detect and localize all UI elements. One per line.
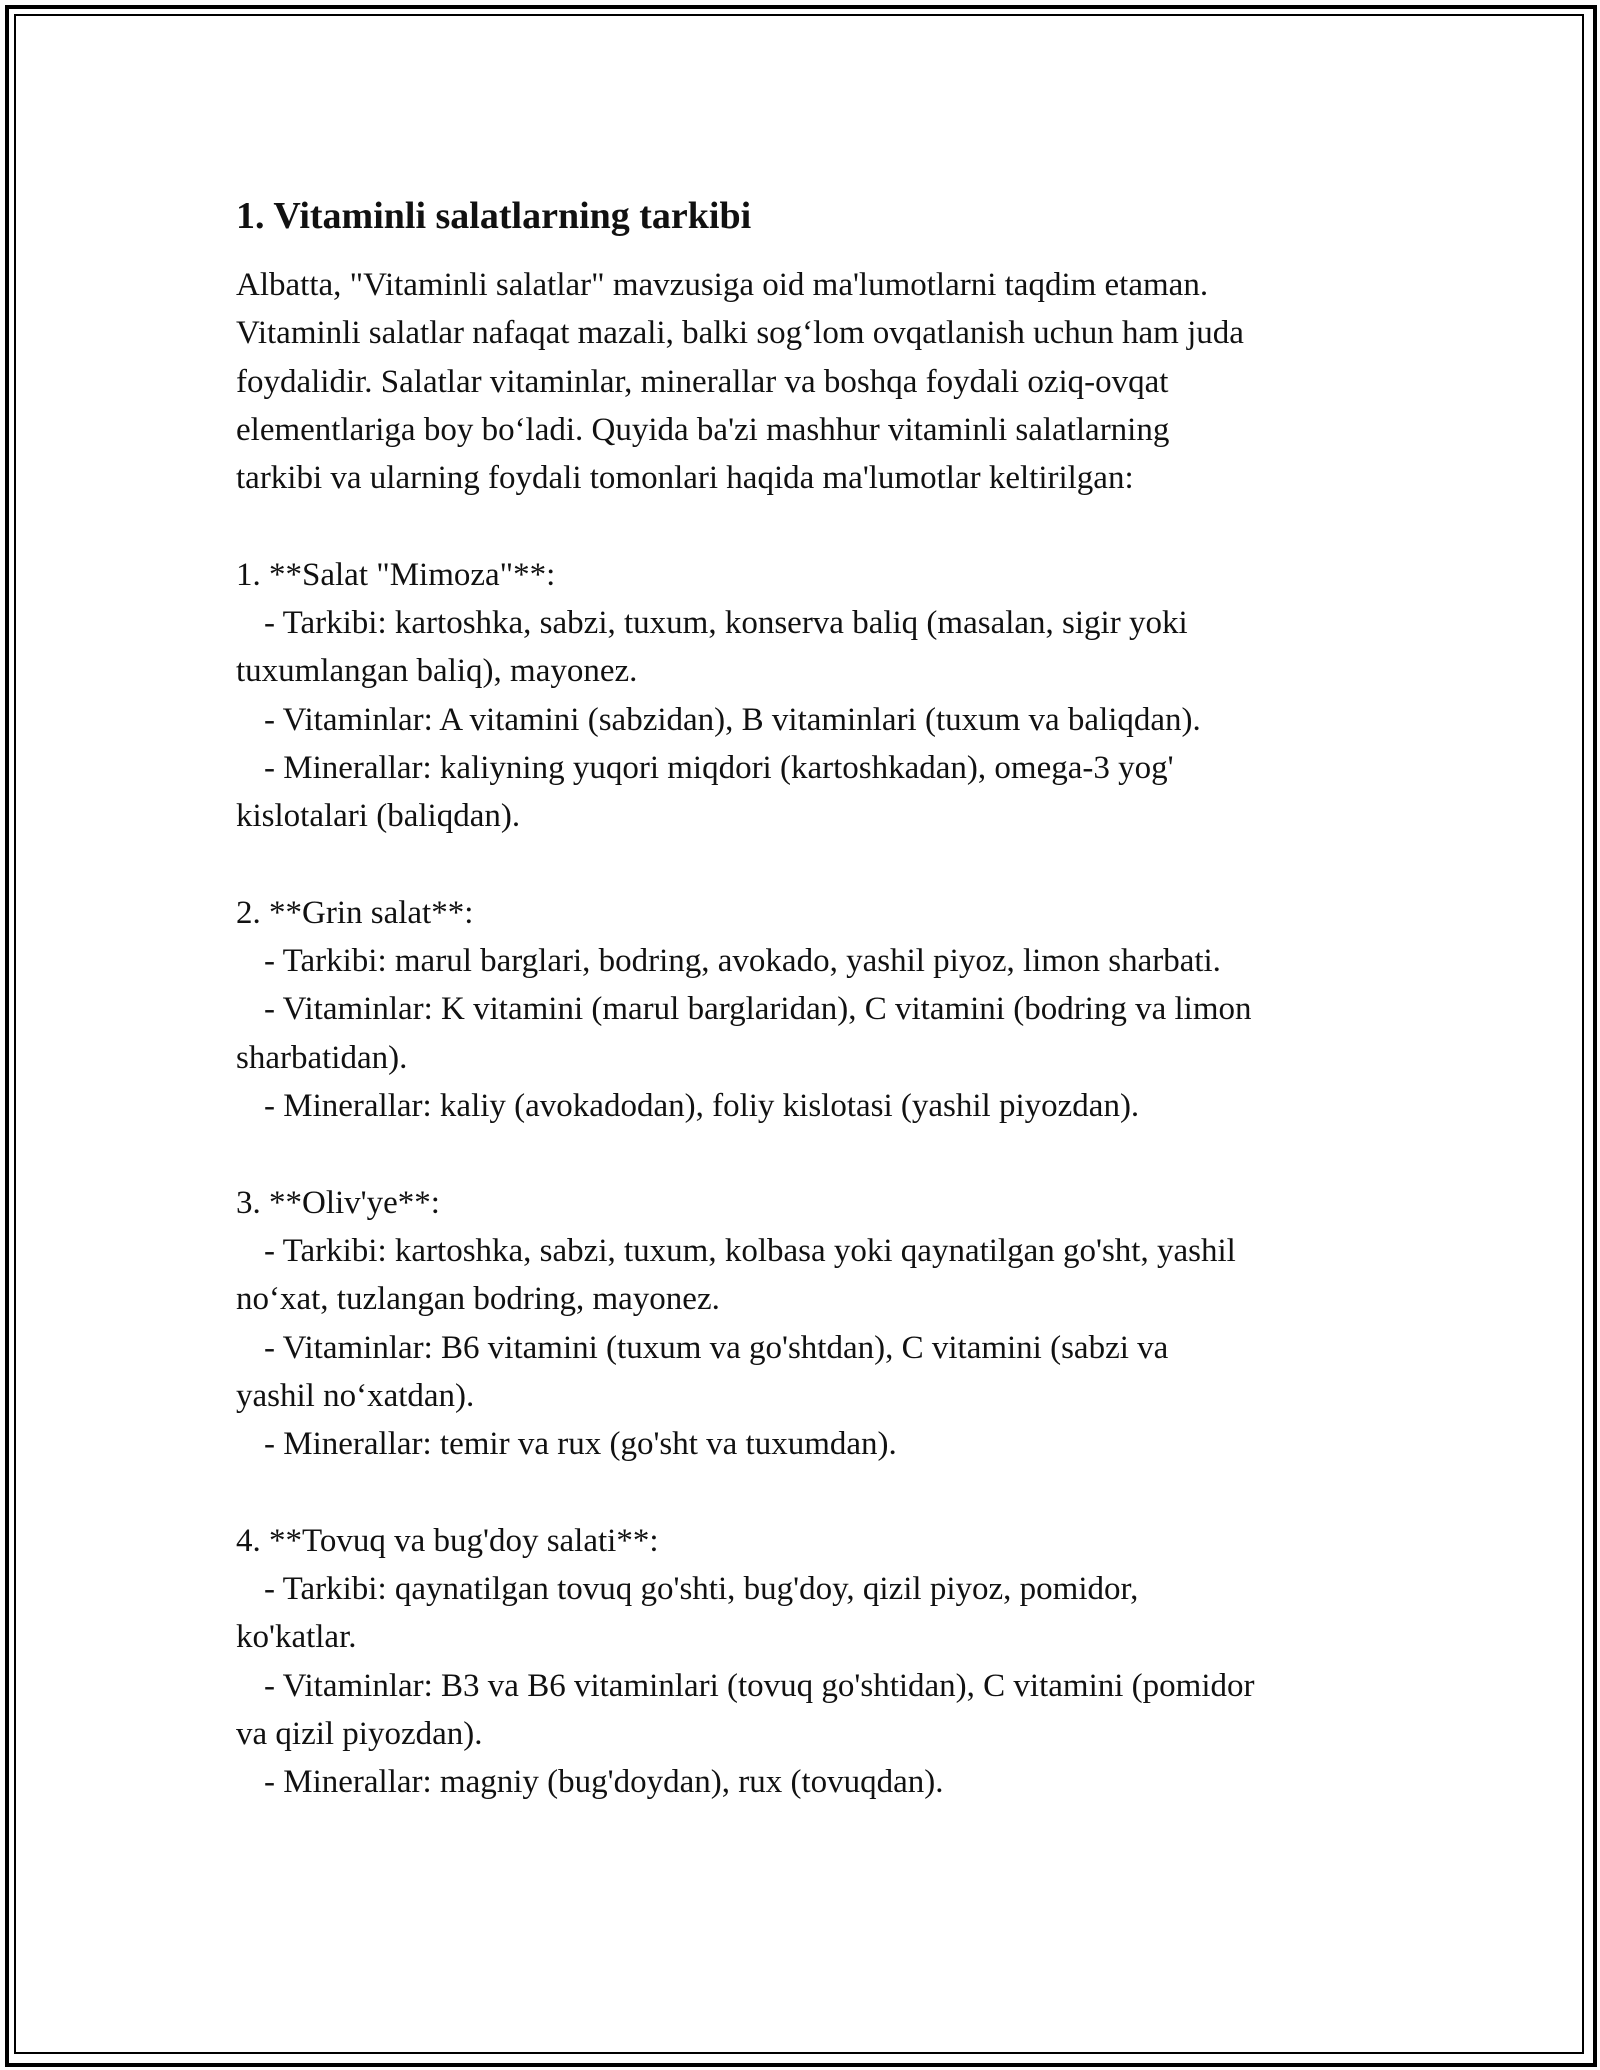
vitamins-line: - Vitaminlar: K vitamini (marul barglaridan), C vitamini (bodring va limon <box>264 991 1252 1028</box>
section-heading: 1. **Salat "Mimoza"**: <box>236 556 556 593</box>
ingredients-line: - Tarkibi: kartoshka, sabzi, tuxum, kolbasa yoki qaynatilgan go'sht, yashil <box>264 1232 1236 1269</box>
vitamins-line-continued: va qizil piyozdan). <box>236 1715 483 1752</box>
vitamins-line: - Vitaminlar: B3 va B6 vitaminlari (tovuq go'shtidan), C vitamini (pomidor <box>264 1667 1255 1704</box>
ingredients-line: - Tarkibi: qaynatilgan tovuq go'shti, bug'doy, qizil piyoz, pomidor, <box>264 1571 1139 1608</box>
intro-line: Albatta, "Vitaminli salatlar" mavzusiga oid ma'lumotlarni taqdim etaman. <box>236 267 1209 303</box>
salad-section-tovuq <box>236 1517 1396 1807</box>
intro-line: elementlariga boy bo‘ladi. Quyida ba'zi mashhur vitaminli salatlarning <box>236 411 1170 448</box>
section-heading: 2. **Grin salat**: <box>236 894 474 931</box>
vitamins-line-continued: yashil no‘xatdan). <box>236 1377 475 1414</box>
intro-line: tarkibi va ularning foydali tomonlari haqida ma'lumotlar keltirilgan: <box>236 460 1134 497</box>
vitamins-line: - Vitaminlar: B6 vitamini (tuxum va go'shtdan), C vitamini (sabzi va <box>264 1329 1169 1366</box>
ingredients-line: - Tarkibi: kartoshka, sabzi, tuxum, konserva baliq (masalan, sigir yoki <box>264 605 1188 642</box>
salad-section-olivye <box>236 1179 1396 1469</box>
intro-line: Vitaminli salatlar nafaqat mazali, balki sog‘lom ovqatlanish uchun ham juda <box>236 315 1244 352</box>
vitamins-line-continued: sharbatidan). <box>236 1039 408 1076</box>
minerals-line-continued: kislotalari (baliqdan). <box>236 798 521 835</box>
ingredients-line-continued: ko'katlar. <box>236 1619 357 1656</box>
ingredients-line-continued: no‘xat, tuzlangan bodring, mayonez. <box>236 1281 720 1318</box>
section-heading: 4. **Tovuq va bug'doy salati**: <box>236 1522 659 1559</box>
ingredients-line: - Tarkibi: marul barglari, bodring, avokado, yashil piyoz, limon sharbati. <box>264 943 1221 980</box>
minerals-line: - Minerallar: temir va rux (go'sht va tuxumdan). <box>264 1426 897 1463</box>
minerals-line: - Minerallar: kaliy (avokadodan), foliy kislotasi (yashil piyozdan). <box>264 1088 1140 1125</box>
document-title: 1. Vitaminli salatlarning tarkibi <box>236 195 752 237</box>
salad-section-mimoza <box>236 551 1396 841</box>
document-body <box>236 188 1396 1807</box>
intro-line: foydalidir. Salatlar vitaminlar, minerallar va boshqa foydali oziq-ovqat <box>236 363 1169 400</box>
ingredients-line-continued: tuxumlangan baliq), mayonez. <box>236 653 638 690</box>
minerals-line: - Minerallar: magniy (bug'doydan), rux (tovuqdan). <box>264 1764 944 1801</box>
section-heading: 3. **Oliv'ye**: <box>236 1184 440 1221</box>
vitamins-line: - Vitaminlar: A vitamini (sabzidan), B vitaminlari (tuxum va baliqdan). <box>264 701 1201 738</box>
intro-paragraph <box>236 261 1396 502</box>
salad-section-grin <box>236 889 1396 1130</box>
minerals-line: - Minerallar: kaliyning yuqori miqdori (kartoshkadan), omega-3 yog' <box>264 749 1174 786</box>
